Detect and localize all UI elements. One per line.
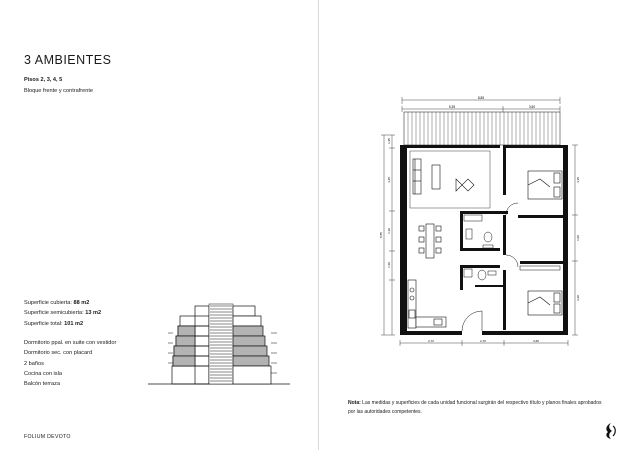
dim-left-total: 8,55 [379, 232, 383, 238]
dim-right-3: 3,20 [576, 295, 580, 301]
secondary-bed-icon [528, 291, 562, 315]
dim-left-3: 1,30 [387, 228, 391, 234]
feature-item: Dormitorio sec. con placard [24, 350, 93, 357]
surface-label: Superficie cubierta: [24, 300, 72, 306]
dim-bottom-3: 3,66 [533, 339, 539, 343]
dim-top-right: 3,50 [528, 105, 536, 109]
balcony-terrace [404, 112, 560, 145]
dim-right-1: 4,35 [576, 177, 580, 183]
floors-label: Pisos 2, 3, 4, 5 [24, 77, 63, 83]
dim-top-left: 5,35 [448, 105, 456, 109]
surface-value: 13 m2 [85, 310, 102, 317]
kitchen-counter-icon [408, 280, 446, 328]
disclaimer-note [348, 399, 610, 416]
dim-right-2: 1,00 [576, 235, 580, 241]
dim-top-total: 8,85 [477, 96, 485, 100]
master-bed-icon [528, 171, 562, 199]
section-left-highlight [173, 326, 195, 366]
bedroom2-door-icon [506, 255, 518, 267]
section-stair-core [209, 304, 233, 384]
dim-bottom-1: 2,72 [428, 339, 434, 343]
dim-bottom-2: 2,70 [480, 339, 486, 343]
sofa-icon [413, 159, 421, 194]
floor-plan [370, 95, 590, 350]
entry-door-icon [462, 311, 482, 331]
brand-name: FOLIUM DEVOTO [24, 434, 71, 440]
dim-left-2: 4,25 [387, 177, 391, 183]
surface-row [24, 319, 101, 329]
coffee-table-icon [432, 165, 440, 189]
block-label: Bloque frente y contrafrente [24, 88, 94, 94]
note-text: Las medidas y superficies de cada unidad funcional surgirán del respectivo título y planos finales aprobados por las autoridades competentes. [348, 400, 602, 415]
bathroom-secondary-icon [464, 269, 496, 280]
feature-item: 2 baños [24, 360, 44, 367]
surface-label: Superficie semicubierta: [24, 310, 84, 317]
surface-value: 88 m2 [73, 300, 90, 306]
surface-value: 101 m2 [64, 320, 84, 327]
surface-specs [24, 298, 101, 329]
feature-item: Dormitorio ppal. en suite con vestidor [24, 340, 117, 346]
dining-table-icon [419, 224, 441, 258]
surface-row [24, 298, 101, 308]
dimension-lines-left [381, 135, 395, 335]
surface-row [24, 308, 101, 318]
bathroom-main-icon [464, 215, 493, 248]
page-title: 3 AMBIENTES [24, 53, 112, 67]
dim-left-1: 1,95 [387, 138, 391, 144]
surface-label: Superficie total: [24, 320, 63, 327]
feature-list [24, 338, 116, 389]
closet-icon [520, 266, 560, 270]
feature-item: Balcón terraza [24, 381, 61, 388]
feature-item: Cocina con isla [24, 370, 62, 377]
note-label: Nota: [348, 400, 361, 406]
brand-logo-icon [603, 422, 619, 440]
dim-left-4: 1,60 [387, 262, 391, 268]
living-area [410, 151, 490, 208]
building-section-diagram [140, 296, 290, 388]
section-right-wing [233, 306, 271, 384]
page-fold [318, 0, 319, 450]
